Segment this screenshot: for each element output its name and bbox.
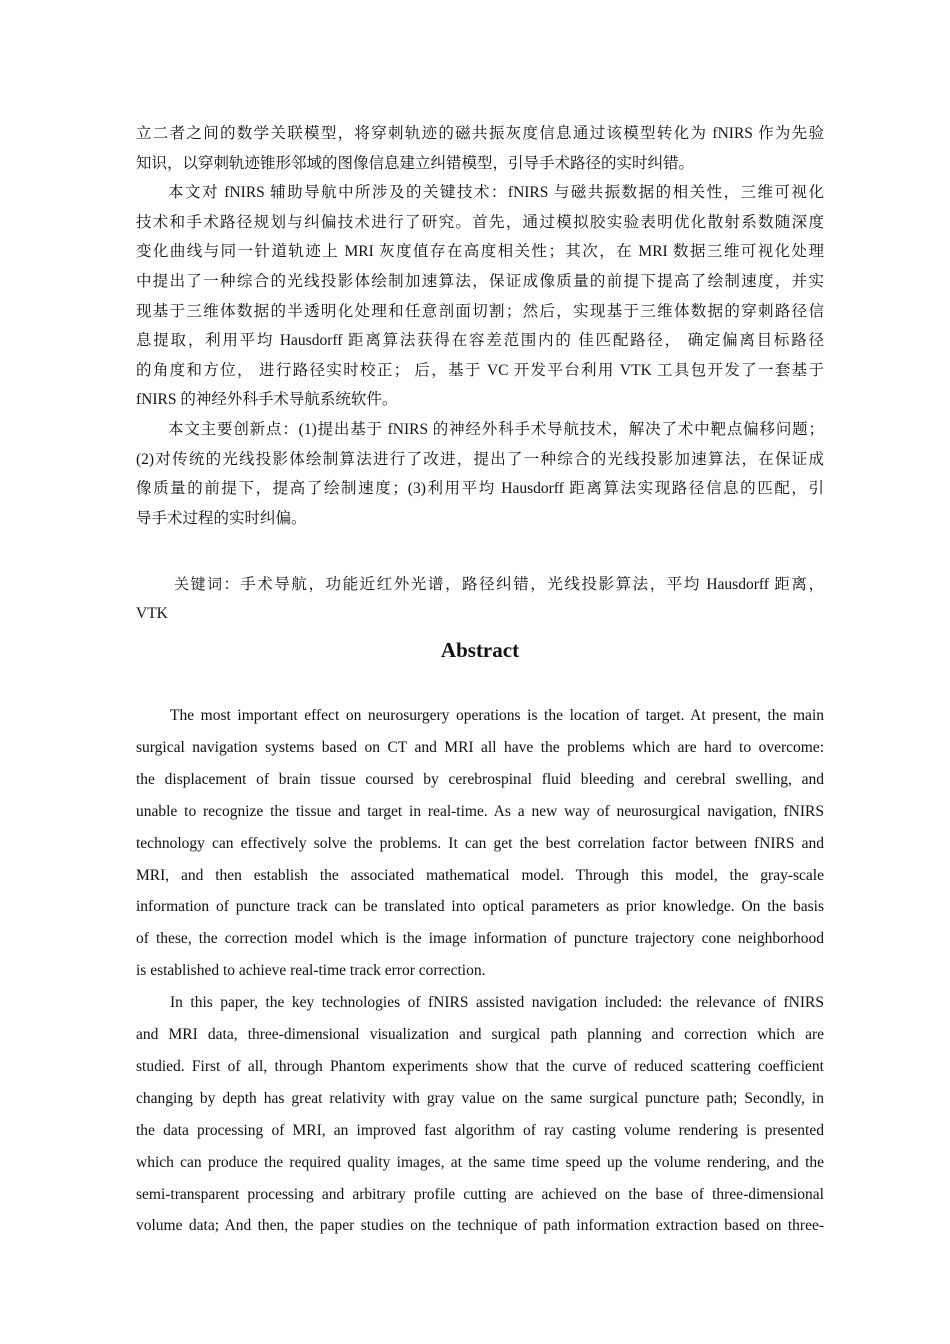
text-line: 的角度和方位， 进行路径实时校正； 后，基于 VC 开发平台利用 VTK 工具包开发了一套基于 bbox=[136, 361, 824, 379]
text-line: semi-transparent processing and arbitrary profile cutting are achieved on the base of three-dimensional bbox=[136, 1185, 824, 1203]
text-line: MRI, and then establish the associated mathematical model. Through this model, the gray-scale bbox=[136, 866, 824, 884]
text-line: the displacement of brain tissue coursed by cerebrospinal fluid bleeding and cerebral swelling, and bbox=[136, 770, 824, 788]
keywords-text: 手术导航，功能近红外光谱，路径纠错，光线投影算法，平均 Hausdorff 距离， bbox=[240, 576, 824, 593]
text-line: the data processing of MRI, an improved fast algorithm of ray casting volume rendering is presented bbox=[136, 1121, 824, 1139]
keywords-continuation: VTK bbox=[136, 605, 168, 622]
text-line: 中提出了一种综合的光线投影体绘制加速算法，保证成像质量的前提下提高了绘制速度，并实 bbox=[136, 273, 824, 290]
text-line: fNIRS 的神经外科手术导航系统软件。 bbox=[136, 391, 398, 409]
text-line: 变化曲线与同一针道轨迹上 MRI 灰度值存在高度相关性；其次，在 MRI 数据三维可视化处理 bbox=[136, 243, 824, 261]
text-line: and MRI data, three-dimensional visualization and surgical path planning and correction which are bbox=[136, 1026, 824, 1043]
text-line: 息提取，利用平均 Hausdorff 距离算法获得在容差范围内的 佳匹配路径， 确定偏离目标路径 bbox=[136, 332, 824, 350]
abstract-title: Abstract bbox=[440, 638, 520, 662]
text-line: volume data; And then, the paper studies on the technique of path information extraction based on three- bbox=[136, 1217, 824, 1235]
text-line: of these, the correction model which is the image information of puncture trajectory cone neighborhood bbox=[136, 930, 824, 948]
text-line: 技术和手术路径规划与纠偏技术进行了研究。首先，通过模拟胶实验表明优化散射系数随深度 bbox=[136, 213, 824, 231]
text-line: which can produce the required quality images, at the same time speed up the volume rendering, and the bbox=[136, 1153, 824, 1171]
text-line: unable to recognize the tissue and target in real-time. As a new way of neurosurgical navigation, fNIRS bbox=[136, 802, 824, 820]
text-line: information of puncture track can be translated into optical parameters as prior knowledge. On the basis bbox=[136, 898, 824, 916]
text-line: studied. First of all, through Phantom experiments show that the curve of reduced scattering coefficient bbox=[136, 1057, 824, 1075]
text-line: changing by depth has great relativity with gray value on the same surgical puncture path; Secondly, in bbox=[136, 1089, 824, 1107]
text-line: 像质量的前提下，提高了绘制速度；(3)利用平均 Hausdorff 距离算法实现路径信息的匹配，引 bbox=[136, 480, 824, 498]
text-line: 现基于三维体数据的半透明化处理和任意剖面切割；然后，实现基于三维体数据的穿刺路径信 bbox=[136, 302, 824, 320]
text-line: is established to achieve real-time track error correction. bbox=[136, 962, 486, 980]
text-line: 立二者之间的数学关联模型，将穿刺轨迹的磁共振灰度信息通过该模型转化为 fNIRS 作为先验 bbox=[136, 125, 824, 142]
text-line: In this paper, the key technologies of fNIRS assisted navigation included: the relevance of fNIRS bbox=[170, 994, 824, 1012]
text-line: The most important effect on neurosurgery operations is the location of target. At present, the main bbox=[170, 707, 824, 724]
keywords-label: 关键词： bbox=[174, 575, 241, 593]
text-line: surgical navigation systems based on CT and MRI all have the problems which are hard to overcome: bbox=[136, 738, 824, 756]
text-line: 本文主要创新点：(1)提出基于 fNIRS 的神经外科手术导航技术，解决了术中靶点偏移问题； bbox=[168, 421, 824, 438]
text-line: 导手术过程的实时纠偏。 bbox=[136, 509, 307, 527]
text-line: (2)对传统的光线投影体绘制算法进行了改进，提出了一种综合的光线投影加速算法，在保证成 bbox=[136, 450, 824, 468]
text-line: 知识，以穿刺轨迹锥形邻域的图像信息建立纠错模型，引导手术路径的实时纠错。 bbox=[136, 154, 695, 172]
keywords-line bbox=[174, 572, 824, 594]
text-line: technology can effectively solve the problems. It can get the best correlation factor between fNIRS and bbox=[136, 834, 824, 852]
text-line: 本文对 fNIRS 辅助导航中所涉及的关键技术：fNIRS 与磁共振数据的相关性，三维可视化 bbox=[168, 184, 824, 202]
